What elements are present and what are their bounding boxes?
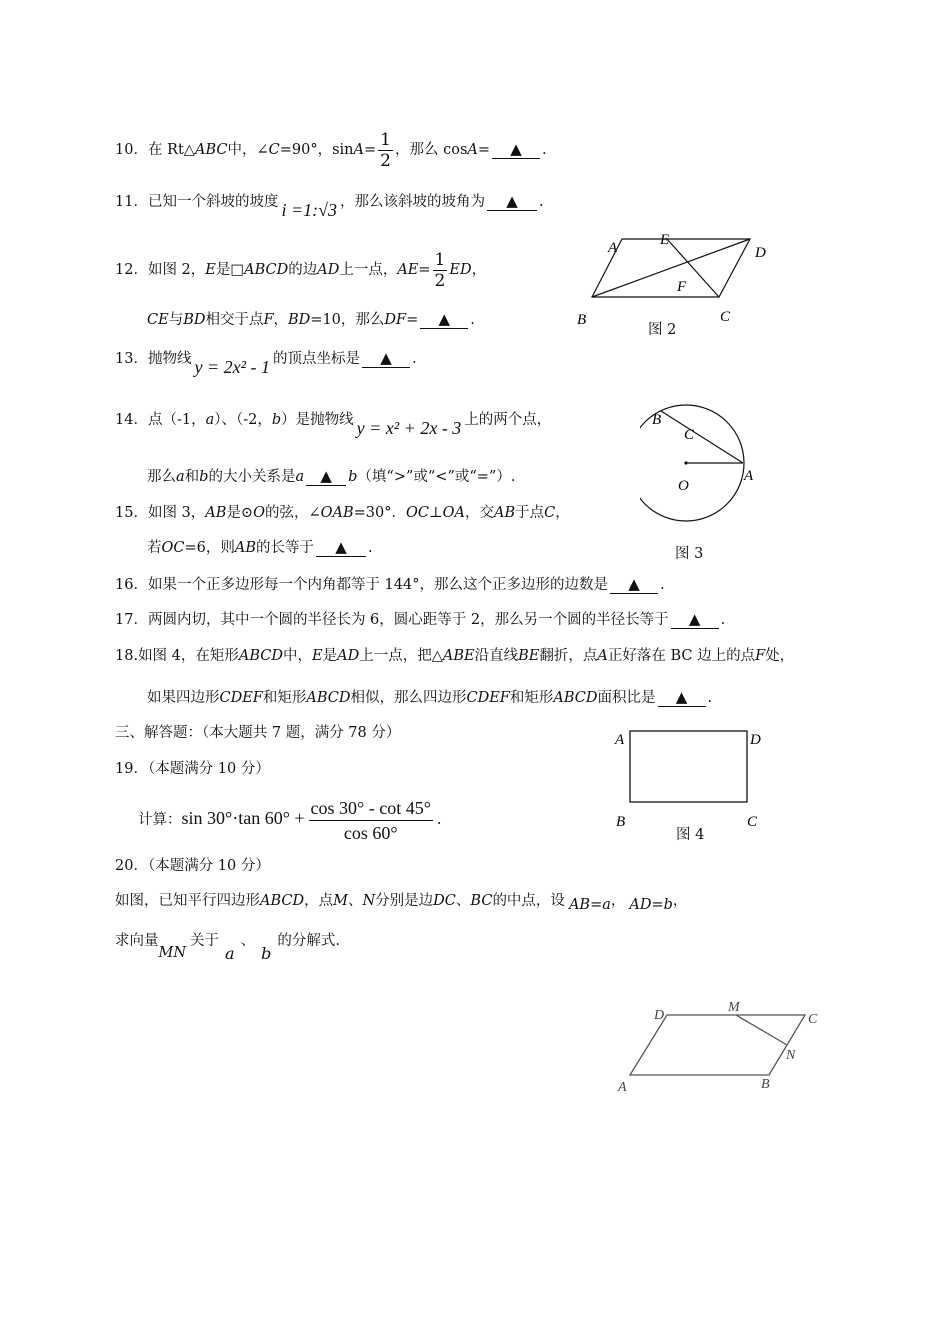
question-17: 17．两圆内切，其中一个圆的半径长为 6，圆心距等于 2，那么另一个圆的半径长等于 ▲ . bbox=[115, 610, 726, 628]
answer-blank: ▲ bbox=[487, 193, 537, 211]
figure-q20 bbox=[612, 995, 842, 1100]
label-e: E bbox=[660, 232, 670, 248]
question-12-line-2: CE与BD相交于点F，BD=10，那么DF= ▲ . bbox=[147, 310, 475, 328]
answer-blank: ▲ bbox=[658, 689, 706, 707]
question-16: 16．如果一个正多边形每一个内角都等于 144°，那么这个正多边形的边数是 ▲ . bbox=[115, 575, 665, 593]
label-f: F bbox=[677, 279, 687, 295]
label-n: N bbox=[786, 1048, 796, 1063]
center-point bbox=[684, 461, 687, 464]
figure-2 bbox=[570, 228, 780, 328]
parabola-formula: y = x² + 2x - 3 bbox=[356, 418, 462, 438]
question-20-line-2: 求向量MN关于a、b的分解式. bbox=[115, 933, 340, 963]
figure-4-caption: 图 4 bbox=[676, 827, 705, 843]
label-a: A bbox=[744, 468, 754, 484]
answer-blank: ▲ bbox=[306, 468, 346, 486]
question-15-line-2: 若OC=6，则AB的长等于 ▲ . bbox=[147, 538, 373, 556]
answer-blank: ▲ bbox=[316, 539, 366, 557]
figure-3 bbox=[640, 400, 770, 530]
label-a: A bbox=[615, 732, 625, 748]
label-m: M bbox=[728, 1000, 740, 1015]
question-14: 14．点（-1，a）、（-2，b）是抛物线 y = x² + 2x - 3 上的两个点， bbox=[115, 412, 552, 438]
label-d: D bbox=[755, 245, 766, 261]
question-20-header: 20．（本题满分 10 分） bbox=[115, 858, 270, 874]
label-c: C bbox=[808, 1012, 818, 1027]
question-14-line-2: 那么a和b的大小关系是a ▲ b（填“>”或“<”或“=”）. bbox=[147, 467, 516, 485]
label-b: B bbox=[761, 1077, 770, 1092]
label-b: B bbox=[616, 814, 626, 830]
question-15: 15．如图 3，AB是⊙O的弦，∠OAB=30°．OC⊥OA，交AB于点C， bbox=[115, 505, 570, 521]
answer-blank: ▲ bbox=[362, 350, 410, 368]
answer-blank: ▲ bbox=[492, 141, 540, 159]
label-a: A bbox=[608, 240, 618, 256]
answer-blank: ▲ bbox=[610, 576, 658, 594]
answer-blank: ▲ bbox=[671, 611, 719, 629]
label-d: D bbox=[654, 1008, 665, 1023]
rectangle-abcd bbox=[630, 731, 747, 802]
question-18-line-2: 如果四边形CDEF和矩形ABCD相似，那么四边形CDEF和矩形ABCD面积比是 ▲ . bbox=[147, 688, 713, 706]
parallelogram-abcd bbox=[630, 1015, 805, 1075]
label-a: A bbox=[618, 1080, 627, 1095]
question-20: 如图，已知平行四边形ABCD，点M、N分别是边DC、BC的中点，设 AB=a， AD=b， bbox=[115, 893, 688, 913]
fraction-one-half: $\frac{1}{2}$ bbox=[380, 129, 391, 171]
label-b: B bbox=[577, 312, 587, 328]
figure-2-caption: 图 2 bbox=[648, 322, 677, 338]
label-c: C bbox=[747, 814, 758, 830]
figure-3-caption: 图 3 bbox=[675, 546, 704, 562]
label-c: C bbox=[720, 309, 731, 325]
slope-formula: i =1:√3 bbox=[281, 200, 337, 220]
question-12: 12．如图 2，E是□ABCD的边AD上一点，AE= $\frac{1}{2}$ ED， bbox=[115, 249, 487, 291]
question-19-header: 19．（本题满分 10 分） bbox=[115, 761, 270, 777]
segment-ce bbox=[667, 239, 719, 297]
label-b: B bbox=[652, 412, 662, 428]
question-11: 11．已知一个斜坡的坡度 i =1:√3 ，那么该斜坡的坡角为 ▲ . bbox=[115, 192, 544, 220]
parabola-formula: y = 2x² - 1 bbox=[194, 357, 270, 377]
answer-blank: ▲ bbox=[420, 311, 468, 329]
question-13: 13．抛物线 y = 2x² - 1 的顶点坐标是 ▲ . bbox=[115, 349, 417, 377]
label-c: C bbox=[684, 427, 695, 443]
label-o: O bbox=[678, 478, 689, 494]
section-heading: 三、解答题：（本大题共 7 题，满分 78 分） bbox=[115, 725, 401, 741]
trig-fraction: $\frac{\cos 30^\circ - \cot 45^\circ}{\cos 60^\circ}$ bbox=[310, 797, 431, 843]
chord-ab bbox=[661, 411, 743, 463]
question-18: 18.如图 4，在矩形ABCD中，E是AD上一点，把△ABE沿直线BE翻折，点A正好落在 BC 边上的点F处， bbox=[115, 648, 795, 664]
label-d: D bbox=[750, 732, 761, 748]
figure-4 bbox=[610, 722, 775, 832]
fraction-one-half: $\frac{1}{2}$ bbox=[434, 249, 446, 291]
segment-mn bbox=[736, 1015, 787, 1045]
question-10: 10．在 Rt△ABC中，∠C=90°，sinA= $\frac{1}{2}$ ，那么 cosA= ▲ . bbox=[115, 129, 547, 171]
question-19-formula: 计算：sin 30°·tan 60° + $\frac{\cos 30^\circ - \cot 45^\circ}{\cos 60^\circ}$ . bbox=[138, 797, 442, 843]
